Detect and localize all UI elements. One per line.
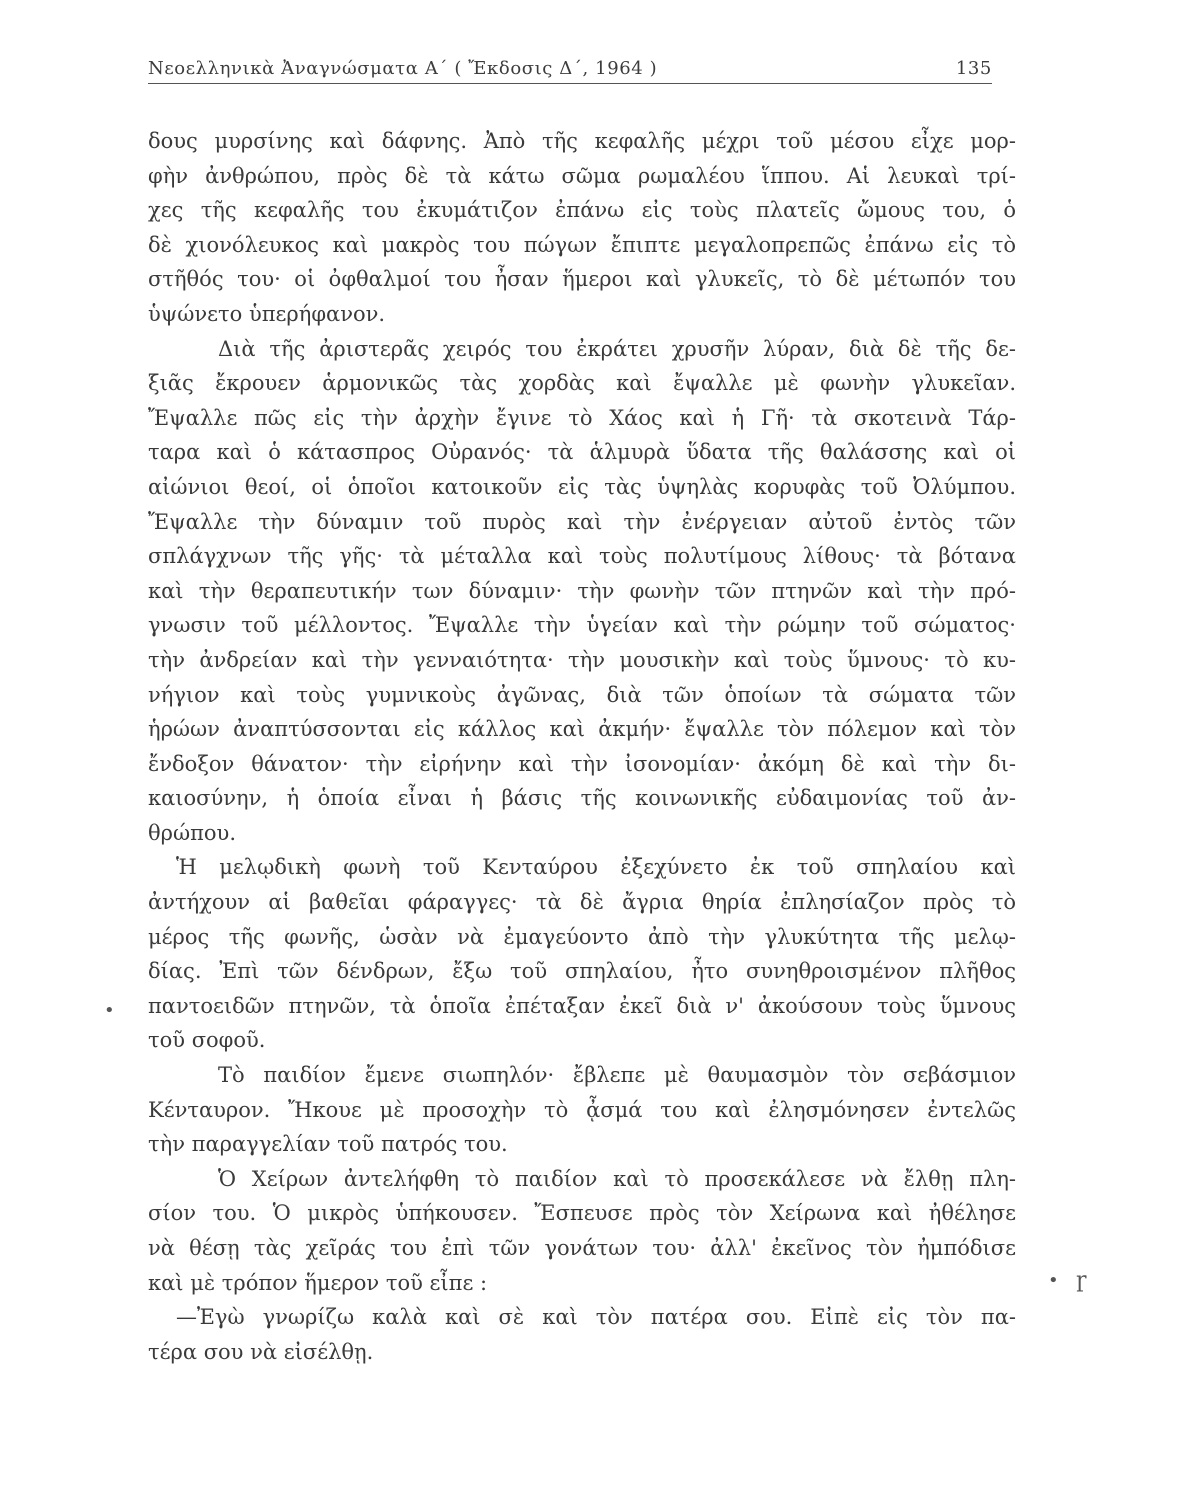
text-line: δὲ χιονόλευκος καὶ μακρὸς του πώγων ἔπιπτε μεγαλοπρεπῶς ἐπάνω εἰς τὸ bbox=[148, 232, 1016, 257]
text-line: Κένταυρον. Ἤκουε μὲ προσοχὴν τὸ ᾆσμά του καὶ ἐλησμόνησεν ἐντελῶς bbox=[148, 1097, 1016, 1122]
text-line: Ἡ μελῳδικὴ φωνὴ τοῦ Κενταύρου ἐξεχύνετο ἐκ τοῦ σπηλαίου καὶ bbox=[176, 855, 1016, 880]
text-line: ξιᾶς ἔκρουεν ἁρμονικῶς τὰς χορδὰς καὶ ἔψαλλε μὲ φωνὴν γλυκεῖαν. bbox=[148, 371, 1016, 396]
text-line: —Ἐγὼ γνωρίζω καλὰ καὶ σὲ καὶ τὸν πατέρα σου. Εἰπὲ εἰς τὸν πα- bbox=[176, 1305, 1016, 1330]
text-line: θρώπου. bbox=[148, 820, 236, 845]
text-line: γνωσιν τοῦ μέλλοντος. Ἔψαλλε τὴν ὑγείαν καὶ τὴν ρώμην τοῦ σώματος· bbox=[148, 613, 1016, 638]
text-line: καιοσύνην, ἡ ὁποία εἶναι ἡ βάσις τῆς κοινωνικῆς εὐδαιμονίας τοῦ ἀν- bbox=[148, 786, 1016, 811]
text-line: καὶ μὲ τρόπον ἥμερον τοῦ εἶπε : bbox=[148, 1270, 488, 1295]
text-line: νὰ θέσῃ τὰς χεῖράς του ἐπὶ τῶν γονάτων του· ἀλλ' ἐκεῖνος τὸν ἠμπόδισε bbox=[148, 1236, 1016, 1260]
text-line: ταρα καὶ ὁ κάτασπρος Οὐρανός· τὰ ἁλμυρὰ ὕδατα τῆς θαλάσσης καὶ οἱ bbox=[148, 440, 1016, 465]
text-line: φὴν ἀνθρώπου, πρὸς δὲ τὰ κάτω σῶμα ρωμαλέου ἵππου. Αἱ λευκαὶ τρί- bbox=[148, 163, 1016, 188]
page-number: 135 bbox=[955, 58, 992, 79]
text-line: δίας. Ἐπὶ τῶν δένδρων, ἔξω τοῦ σπηλαίου, ἦτο συνηθροισμένον πλῆθος bbox=[148, 959, 1016, 984]
text-line: τοῦ σοφοῦ. bbox=[148, 1028, 266, 1053]
text-line: αἰώνιοι θεοί, οἱ ὁποῖοι κατοικοῦν εἰς τὰς ὑψηλὰς κορυφὰς τοῦ Ὀλύμπου. bbox=[148, 474, 1016, 499]
text-line: Ὁ Χείρων ἀντελήφθη τὸ παιδίον καὶ τὸ προσεκάλεσε νὰ ἔλθῃ πλη- bbox=[218, 1166, 1016, 1191]
text-line: σπλάγχνων τῆς γῆς· τὰ μέταλλα καὶ τοὺς πολυτίμους λίθους· τὰ βότανα bbox=[148, 544, 1016, 569]
text-line: ὑψώνετο ὑπερήφανον. bbox=[148, 301, 386, 326]
text-line: Τὸ παιδίον ἔμενε σιωπηλόν· ἔβλεπε μὲ θαυμασμὸν τὸν σεβάσμιον bbox=[218, 1063, 1016, 1088]
text-line: μέρος τῆς φωνῆς, ὡσὰν νὰ ἐμαγεύοντο ἀπὸ τὴν γλυκύτητα τῆς μελῳ- bbox=[148, 924, 1016, 949]
text-line: ἔνδοξον θάνατον· τὴν εἰρήνην καὶ τὴν ἰσονομίαν· ἀκόμη δὲ καὶ τὴν δι- bbox=[148, 751, 1016, 776]
text-line: στῆθός του· οἱ ὀφθαλμοί του ἦσαν ἥμεροι καὶ γλυκεῖς, τὸ δὲ μέτωπόν του bbox=[148, 267, 1016, 292]
text-line: τέρα σου νὰ εἰσέλθῃ. bbox=[148, 1339, 374, 1364]
scan-speck-icon: • bbox=[104, 1000, 115, 1021]
text-line: τὴν ἀνδρείαν καὶ τὴν γενναιότητα· τὴν μουσικὴν καὶ τοὺς ὕμνους· τὸ κυ- bbox=[148, 647, 1016, 672]
text-line: Ἔψαλλε πῶς εἰς τὴν ἀρχὴν ἔγινε τὸ Χάος καὶ ἡ Γῆ· τὰ σκοτεινὰ Τάρ- bbox=[148, 405, 1016, 430]
text-line: καὶ τὴν θεραπευτικήν των δύναμιν· τὴν φωνὴν τῶν πτηνῶν καὶ τὴν πρό- bbox=[148, 578, 1016, 603]
scan-mark-icon: ɼ bbox=[1076, 1268, 1087, 1293]
text-line: δους μυρσίνης καὶ δάφνης. Ἀπὸ τῆς κεφαλῆς μέχρι τοῦ μέσου εἶχε μορ- bbox=[148, 129, 1016, 153]
text-line: παντοειδῶν πτηνῶν, τὰ ὁποῖα ἐπέταξαν ἐκεῖ διὰ ν' ἀκούσουν τοὺς ὕμνους bbox=[148, 993, 1016, 1018]
text-line: Ἔψαλλε τὴν δύναμιν τοῦ πυρὸς καὶ τὴν ἐνέργειαν αὐτοῦ ἐντὸς τῶν bbox=[148, 509, 1016, 534]
text-line: ἀντήχουν αἱ βαθεῖαι φάραγγες· τὰ δὲ ἄγρια θηρία ἐπλησίαζον πρὸς τὸ bbox=[148, 890, 1016, 915]
book-title: Νεοελληνικὰ Ἀναγνώσματα Α΄ ( Ἔκδοσις Δ΄, 1964 ) bbox=[148, 58, 658, 79]
running-header bbox=[148, 44, 992, 84]
main-text bbox=[148, 124, 1016, 1369]
text-line: τὴν παραγγελίαν τοῦ πατρός του. bbox=[148, 1132, 508, 1157]
text-line: Διὰ τῆς ἀριστερᾶς χειρός του ἐκράτει χρυσῆν λύραν, διὰ δὲ τῆς δε- bbox=[218, 336, 1016, 361]
text-line: σίον του. Ὁ μικρὸς ὑπήκουσεν. Ἔσπευσε πρὸς τὸν Χείρωνα καὶ ἠθέλησε bbox=[148, 1201, 1016, 1226]
scan-speck-icon: • bbox=[1048, 1270, 1059, 1291]
text-line: χες τῆς κεφαλῆς του ἐκυμάτιζον ἐπάνω εἰς τοὺς πλατεῖς ὤμους του, ὁ bbox=[148, 198, 1016, 223]
text-line: νήγιον καὶ τοὺς γυμνικοὺς ἀγῶνας, διὰ τῶν ὁποίων τὰ σώματα τῶν bbox=[148, 682, 1016, 707]
text-line: ἡρώων ἀναπτύσσονται εἰς κάλλος καὶ ἀκμήν· ἔψαλλε τὸν πόλεμον καὶ τὸν bbox=[148, 717, 1016, 742]
